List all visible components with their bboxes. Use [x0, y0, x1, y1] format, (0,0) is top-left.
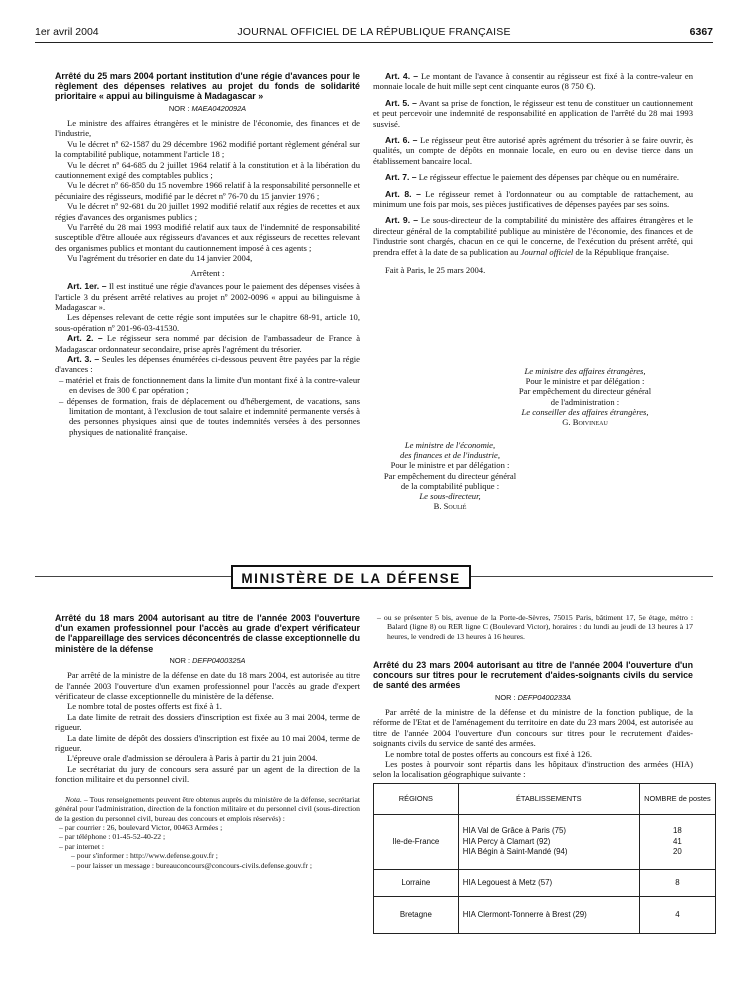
article-5: Art. 5. – Avant sa prise de fonction, le régisseur est tenu de constituer un cautionnement et peut percevoir une indemnité de responsabilité en application de l'arrêté du 28 mai 1993 susvisé.	[373, 97, 693, 129]
col-header: NOMBRE de postes	[639, 783, 715, 814]
decree1-para: Vu l'arrêté du 28 mai 1993 modifié relatif aux taux de l'indemnité de responsabilité susceptible d'être allouée aux régisseurs d'avances et aux régisseurs de recettes relevant des organismes publics et montant du cautionnement imposé à ces agents ;	[55, 222, 360, 253]
col-header: RÉGIONS	[374, 783, 459, 814]
decree1-nor: NOR : MAEA0420092A	[168, 103, 247, 113]
decree3-nor: NOR : DEFP0400233A	[494, 692, 571, 702]
sig2-minister: Le ministre de l'économie,	[404, 440, 496, 450]
decree2-para: Le secrétariat du jury de concours sera assuré par un agent de la direction de la fonction militaire et du personnel civil.	[55, 763, 360, 785]
article-2: Art. 2. – Le régisseur sera nommé par décision de l'ambassadeur de France à Madagascar ordonnateur secondaire, prise après l'agrément du trésorier.	[55, 333, 361, 354]
sig1-minister: Le ministre des affaires étrangères,	[524, 366, 646, 376]
postes-table	[373, 783, 716, 934]
page-number: 6367	[689, 26, 713, 38]
header-rule	[35, 42, 713, 43]
decree2-note: Nota. – Tous renseignements peuvent être obtenus auprès du ministère de la défense, secrétariat général pour l'administration, direction de la fonction militaire et du personnel civil (sous-direction de la gestion du personnel civil, bureau des concours et emplois réservés) : – par courrier : 26, boulevard Victor, 00463 Armées ; – par téléphone : 01-45-52-40-22 ; – par internet : – pour s'informer : http://www.defense.gouv.fr ; – pour laisser un message : bureauconcours@concours-civils.defense.gouv.fr ;	[55, 795, 360, 870]
note-item: – par internet :	[69, 842, 360, 851]
article-3: Art. 3. – Seules les dépenses énumérées ci-dessous peuvent être payées par la régie d'avances :	[55, 353, 360, 375]
sig2-line: Par empêchement du directeur général	[383, 470, 517, 481]
decree2-para: La date limite de dépôt des dossiers d'inscription est fixée au 10 mai 2004, terme de rigueur.	[55, 732, 360, 754]
decree2-continued	[373, 613, 693, 641]
region-cell: Bretagne	[374, 896, 459, 933]
etablissement-cell: HIA Legouest à Metz (57)	[458, 869, 639, 896]
table-row	[374, 896, 716, 933]
sig1-name: G. Boivineau	[562, 417, 608, 428]
list-item: – dépenses de formation, frais de déplacement ou d'hébergement, de vacations, sans limitation de montant, à l'exclusion de tout salaire et indemnité permanente versés à des personnes physiques ainsi que de toutes indemnités versées à des personnes physiques de nationalité française.	[69, 396, 360, 438]
journal-title: JOURNAL OFFICIEL DE LA RÉPUBLIQUE FRANÇAISE	[237, 26, 511, 38]
page-header	[35, 26, 713, 40]
region-cell: Ile-de-France	[374, 814, 459, 869]
decree3-para: Par arrêté de la ministre de la défense et du ministre de la fonction publique, de la réforme de l'Etat et de l'aménagement du territoire en date du 23 mars 2004, est autorisée au titre de l'année 2004 l'ouverture d'un concours sur titres pour le recrutement d'aides-soignants civils du service de santé des armées.	[373, 707, 693, 749]
sig2-line: de la comptabilité publique :	[400, 480, 500, 491]
decree3-column	[373, 660, 711, 934]
col-header: ÉTABLISSEMENTS	[458, 783, 639, 814]
table-row	[374, 869, 716, 896]
note-item: – par courrier : 26, boulevard Victor, 00463 Armées ;	[69, 823, 360, 832]
decree1-para: Vu le décret nº 66-850 du 15 novembre 1966 relatif à la responsabilité personnelle et pécuniaire des régisseurs, modifié par le décret nº 76-70 du 15 janvier 1976 ;	[55, 180, 360, 201]
decree1-para: Vu l'agrément du trésorier en date du 14 janvier 2004,	[67, 253, 253, 264]
decree2-para: Par arrêté de la ministre de la défense en date du 18 mars 2004, est autorisée au titre de l'année 2003 l'ouverture d'un examen professionnel pour l'accès au grade d'expert vérificateur de classe exceptionnelle du ministère de la défense.	[55, 670, 360, 702]
article-6: Art. 6. – Le régisseur peut être autorisé après agrément du trésorier à se faire ouvrir, ès qualités, un compte de dépôts en monnaie locale, en euro ou en devise tierce dans un établissement bancaire local.	[373, 135, 693, 166]
note-last-item: – ou se présenter 5 bis, avenue de la Porte-de-Sèvres, 75015 Paris, bâtiment 17, 5e étage, métro : Balard (ligne 8) ou RER ligne C (Boulevard Victor), horaires : du lundi au jeudi de 13 heures à 17 heures, le vendredi de 13 heures à 16 heures.	[387, 613, 693, 641]
article-1: Art. 1er. – Il est institué une régie d'avances pour le paiement des dépenses visées à l'article 3 du présent arrêté relatives au projet nº 2002-0096 « appui au bilinguisme à Madagascar ».	[55, 281, 360, 312]
decree1-title: Arrêté du 25 mars 2004 portant institution d'une régie d'avances pour le règlement des dépenses relatives au projet du fonds de solidarité prioritaire « appui au bilinguisme à Madagascar »	[55, 71, 360, 102]
etablissement-cell: HIA Clermont-Tonnerre à Brest (29)	[458, 896, 639, 933]
sig1-line: Par empêchement du directeur général	[518, 386, 652, 397]
sig1-line: de l'administration :	[550, 396, 620, 407]
decree1-right-column	[373, 71, 693, 276]
ministry-banner	[231, 565, 471, 589]
sig2-name: B. Soulié	[433, 501, 467, 512]
signature-block-1	[475, 366, 695, 427]
decree2-column	[55, 613, 360, 870]
decree1-para: Le ministre des affaires étrangères et le ministre de l'économie, des finances et de l'industrie,	[55, 118, 360, 139]
article-7: Art. 7. – Le régisseur effectue le paiement des dépenses par chèque ou en numéraire.	[385, 172, 680, 183]
decree2-title: Arrêté du 18 mars 2004 autorisant au titre de l'année 2003 l'ouverture d'un examen professionnel pour l'accès au grade d'expert vérificateur de l'appareillage des services déconcentrés de classe exceptionnelle du ministère de la défense	[55, 613, 360, 654]
article-8: Art. 8. – Le régisseur remet à l'ordonnateur ou au comptable de rattachement, au minimum une fois par mois, ses pièces justificatives de dépenses payées par ses soins.	[373, 188, 693, 210]
sig1-role: Le conseiller des affaires étrangères,	[521, 406, 649, 417]
decree2-para: L'épreuve orale d'admission se déroulera à Paris à partir du 21 juin 2004.	[67, 753, 318, 764]
arretent: Arrêtent :	[190, 267, 225, 278]
note-item: – par téléphone : 01-45-52-40-22 ;	[69, 832, 360, 841]
sig2-line: Pour le ministre et par délégation :	[390, 460, 510, 471]
postes-cell: 18 41 20	[639, 814, 715, 869]
fait-a-paris: Fait à Paris, le 25 mars 2004.	[385, 265, 486, 276]
decree1-para: Vu le décret nº 62-1587 du 29 décembre 1962 modifié portant règlement général sur la comptabilité publique, notamment l'article 18 ;	[55, 138, 360, 160]
postes-cell: 4	[639, 896, 715, 933]
article-4: Art. 4. – Le montant de l'avance à consentir au régisseur est fixé à la contre-valeur en monnaie locale de huit mille sept cent cinquante euros (8 750 €).	[373, 71, 693, 92]
article-3-list	[55, 375, 360, 437]
table-row	[374, 814, 716, 869]
sig2-minister: des finances et de l'industrie,	[400, 450, 500, 461]
decree2-nor: NOR : DEFP0400325A	[169, 655, 246, 665]
decree1-para: Vu le décret nº 92-681 du 20 juillet 1992 modifié relatif aux régies de recettes et aux régies d'avances des organismes publics ;	[55, 201, 360, 222]
article-1-second-para: Les dépenses relevant de cette régie sont imputées sur le chapitre 68-91, article 10, sous-opération nº 201-96-03-41530.	[55, 312, 360, 333]
region-cell: Lorraine	[374, 869, 459, 896]
list-item: – matériel et frais de fonctionnement dans la limite d'un montant fixé à la contre-valeur en devises de 300 € par opération ;	[69, 375, 360, 396]
etablissement-cell: HIA Val de Grâce à Paris (75) HIA Percy à Clamart (92) HIA Bégin à Saint-Mandé (94)	[458, 814, 639, 869]
decree3-title: Arrêté du 23 mars 2004 autorisant au titre de l'année 2004 l'ouverture d'un concours sur titres pour le recrutement d'aides-soignants civils du service de santé des armées	[373, 660, 693, 691]
decree2-para: Le nombre total de postes offerts est fixé à 1.	[67, 701, 222, 712]
decree2-para: La date limite de retrait des dossiers d'inscription est fixée au 3 mai 2004, terme de rigueur.	[55, 711, 360, 733]
decree1-left-column	[55, 71, 360, 437]
article-9: Art. 9. – Le sous-directeur de la comptabilité du ministère des affaires étrangères et le directeur général de la comptabilité publique au ministère de l'économie, des finances et de l'industrie sont chargés, chacun en ce qui le concerne, de l'exécution du présent arrêté, qui prendra effet à la date de sa publication au Journal officiel de la République française.	[373, 215, 693, 257]
postes-cell: 8	[639, 869, 715, 896]
ministry-title: MINISTÈRE DE LA DÉFENSE	[241, 571, 461, 586]
sig2-role: Le sous-directeur,	[419, 491, 481, 502]
decree3-para: Le nombre total de postes offerts au concours est fixé à 126.	[385, 748, 592, 759]
signature-block-2	[355, 440, 545, 511]
issue-date: 1er avril 2004	[35, 26, 99, 38]
note-subitem: – pour laisser un message : bureauconcours@concours-civils.defense.gouv.fr ;	[81, 861, 360, 870]
decree3-para: Les postes à pourvoir sont répartis dans les hôpitaux d'instruction des armées (HIA) selon la localisation géographique suivante :	[373, 759, 693, 780]
sig1-line: Pour le ministre et par délégation :	[525, 376, 645, 387]
decree1-para: Vu le décret nº 64-685 du 2 juillet 1964 relatif à la constitution et à la libération du cautionnement exigé des comptables publics ;	[55, 159, 360, 181]
note-subitem: – pour s'informer : http://www.defense.gouv.fr ;	[81, 851, 360, 860]
table-header-row	[374, 783, 716, 814]
